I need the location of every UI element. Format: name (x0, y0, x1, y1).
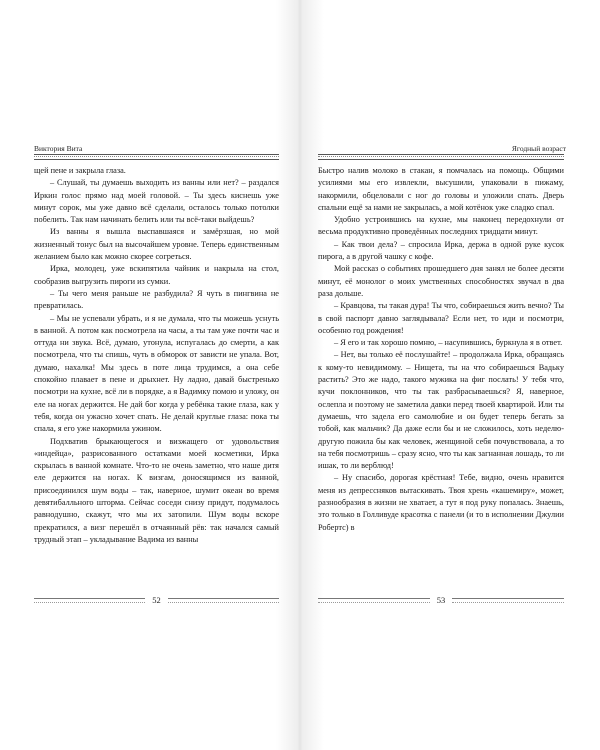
footer-rule-right (452, 598, 564, 603)
header-ornament-rule (34, 154, 279, 160)
right-page (300, 0, 600, 750)
paragraph: – Нет, вы только её послушайте! – продолжала Ирка, обращаясь к кому-то невидимому. – Нищета, ты на что собираешься Вадьку растить? Это же надо, такого мужика на фиг послать! У тебя что, кучи поклонников, что ты так разбрасываешься? Я, наверное, ослепла и поэтому не заметила давки перед твоей квартирой. Или ты думаешь, что задела его самолюбие и он будет теперь бегать за тобой, как мальчик? Да даже если бы и не сложилось, хоть неделю-другую пожила бы как человек, женщиной себя почувствовала, а то на тебя посмотришь – сразу ясно, что ты как загнанная лошадь, то ли ишак, то ли верблюд! (318, 350, 564, 471)
footer-rule-right (168, 598, 279, 603)
paragraph: – Я его и так хорошо помню, – насупившись, буркнула я в ответ. (334, 338, 563, 348)
header-ornament-rule (318, 154, 564, 160)
running-head-author: Виктория Вита (34, 144, 83, 153)
paragraph: Мой рассказ о событиях прошедшего дня занял не более десяти минут, её монолог о моих умственных способностях звучал в два раза дольше. (318, 264, 564, 298)
footer-rule-left (34, 598, 145, 603)
right-page-body (318, 165, 564, 534)
paragraph: – Слушай, ты думаешь выходить из ванны или нет? – раздался Иркин голос прямо над моей головой. – Ты здесь киснешь уже минут сорок, мы уже давно всё сделали, осталось только потолки побелить. Так нам начинать белить или ты всё-таки выйдешь? (34, 178, 279, 225)
paragraph: Удобно устроившись на кухне, мы наконец передохнули от весьма продуктивно проведённых последних тридцати минут. (318, 215, 564, 237)
page-number: 53 (436, 595, 446, 605)
footer-rule-left (318, 598, 430, 603)
paragraph: – Как твои дела? – спросила Ирка, держа в одной руке кусок пирога, а в другой чашку с кофе. (318, 239, 564, 262)
page-footer (318, 594, 564, 606)
paragraph: Ирка, молодец, уже вскипятила чайник и накрыла на стол, сообразив выгрузить пироги из сумки. (34, 264, 279, 286)
paragraph: – Мы не успевали убрать, и я не думала, что ты можешь уснуть в ванной. А потом как посмотрела на часы, а ты там уже почти час и оттуда ни звука. Всё, думаю, утонула, испугалась до смерти, а как посмотрела, что ты спишь, чуть в обморок от зависти не упала. Вот, думаю, нахалка! Мы здесь в поте лица трудимся, а она себе спокойно плавает в пене и дрыхнет. Ну ладно, давай быстренько посмотри на кухне, всё ли в порядке, а я Вадимку помою и уложу, он еле на ногах держится. Не дай бог когда у ребёнка такие глаза, как у тебя, когда он ужасно хочет спать. Не делай круглые глаза: пока ты спала, я его уже накормила ужином. (34, 313, 279, 434)
running-head-title: Ягодный возраст (511, 144, 566, 153)
page-number: 52 (152, 595, 161, 605)
paragraph: – Ты чего меня раньше не разбудила? Я чуть в пингвина не превратилась. (34, 288, 279, 311)
paragraph: – Ну спасибо, дорогая крёстная! Тебе, видно, очень нравится меня из депрессняков вытаскивать. Твоя хрень «кашемиру», может, разнообразия в жизни не хватает, а тут я под руку попалась. Знаешь, это только в Голливуде красотка с панели (и то в исполнении Джулии Робертс) в (318, 473, 564, 532)
paragraph: Подхватив брыкающегося и визжащего от удовольствия «индейца», разрисованного остатками моей косметики, Ирка скрылась в ванной комнате. Что-то не очень заметно, что наше дитя еле держится на ногах. К визгам, доносящимся из ванной, присоединился шум воды – так, наверное, шумит океан во время девятибалльного шторма. Сейчас соседи снизу придут, подумалось равнодушно, скажут, что мы их затопили. Шум воды вскоре прекратился, а визг перешёл в отчаянный рёв: так начался самый трудный этап – укладывание Вадима из ванны (34, 436, 279, 544)
left-page-body (34, 165, 279, 546)
paragraph: щей пене и закрыла глаза. (34, 166, 126, 175)
paragraph: Быстро налив молоко в стакан, я помчалась на помощь. Общими усилиями мы его извлекли, высушили, упаковали в пижаму, накормили, обцеловали с ног до головы и уложили спать. Дверь спальни ещё за нами не закрылась, а мой котёнок уже сладко спал. (318, 166, 564, 212)
page-footer (34, 594, 279, 606)
paragraph: – Кравцова, ты такая дура! Ты что, собираешься жить вечно? Ты в свой паспорт давно заглядывала? Если нет, то иди и посмотри, особенно год рождения! (318, 301, 564, 335)
paragraph: Из ванны я вышла выспавшаяся и замёрзшая, но мой жизненный тонус был на высочайшем уровне. Теперь единственным желанием было как можно скорее согреться. (34, 227, 279, 262)
